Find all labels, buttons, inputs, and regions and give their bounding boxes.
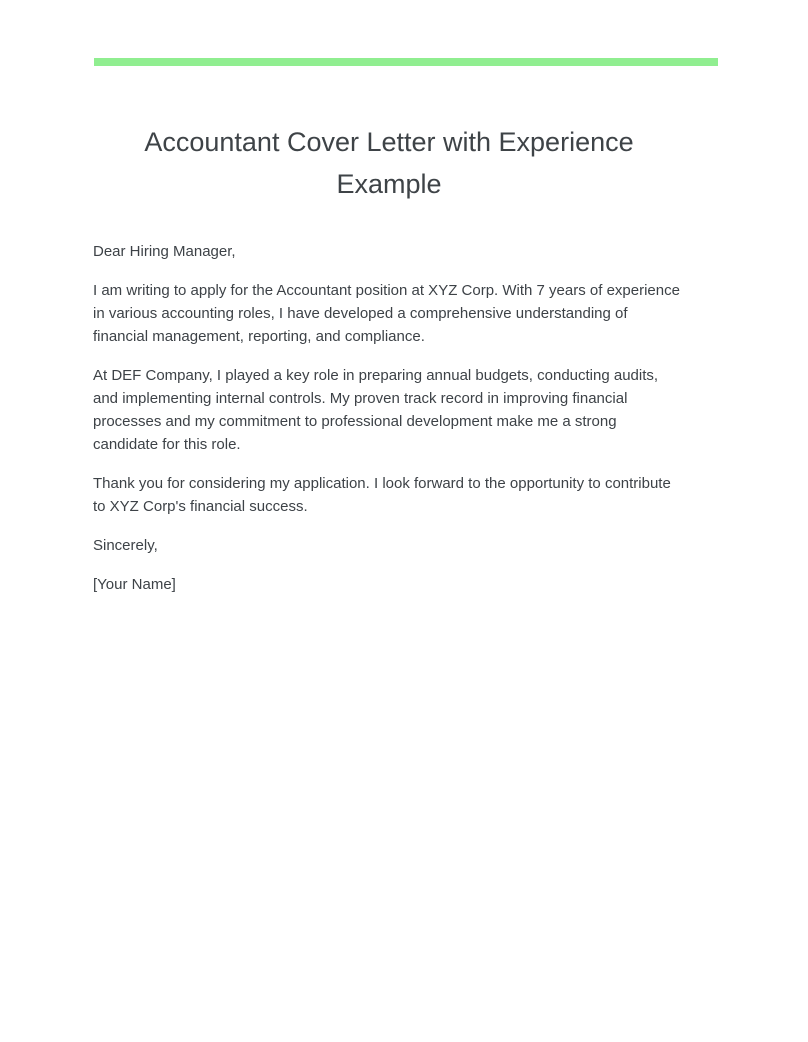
salutation: Dear Hiring Manager, bbox=[93, 243, 236, 260]
paragraph: Thank you for considering my application. I look forward to the opportunity to contribute to XYZ Corp's financial success. bbox=[93, 475, 671, 515]
letter-body bbox=[93, 240, 683, 612]
accent-bar bbox=[94, 58, 718, 66]
paragraph: I am writing to apply for the Accountant position at XYZ Corp. With 7 years of experience in various accounting roles, I have developed a comprehensive understanding of financial management, reporting, and compliance. bbox=[93, 282, 680, 345]
signature-placeholder: [Your Name] bbox=[93, 576, 176, 593]
page-title: Accountant Cover Letter with Experience Example bbox=[144, 127, 634, 200]
closing: Sincerely, bbox=[93, 537, 158, 554]
paragraph: At DEF Company, I played a key role in preparing annual budgets, conducting audits, and implementing internal controls. My proven track record in improving financial processes and my commitment to professional development make me a strong candidate for this role. bbox=[93, 367, 659, 453]
